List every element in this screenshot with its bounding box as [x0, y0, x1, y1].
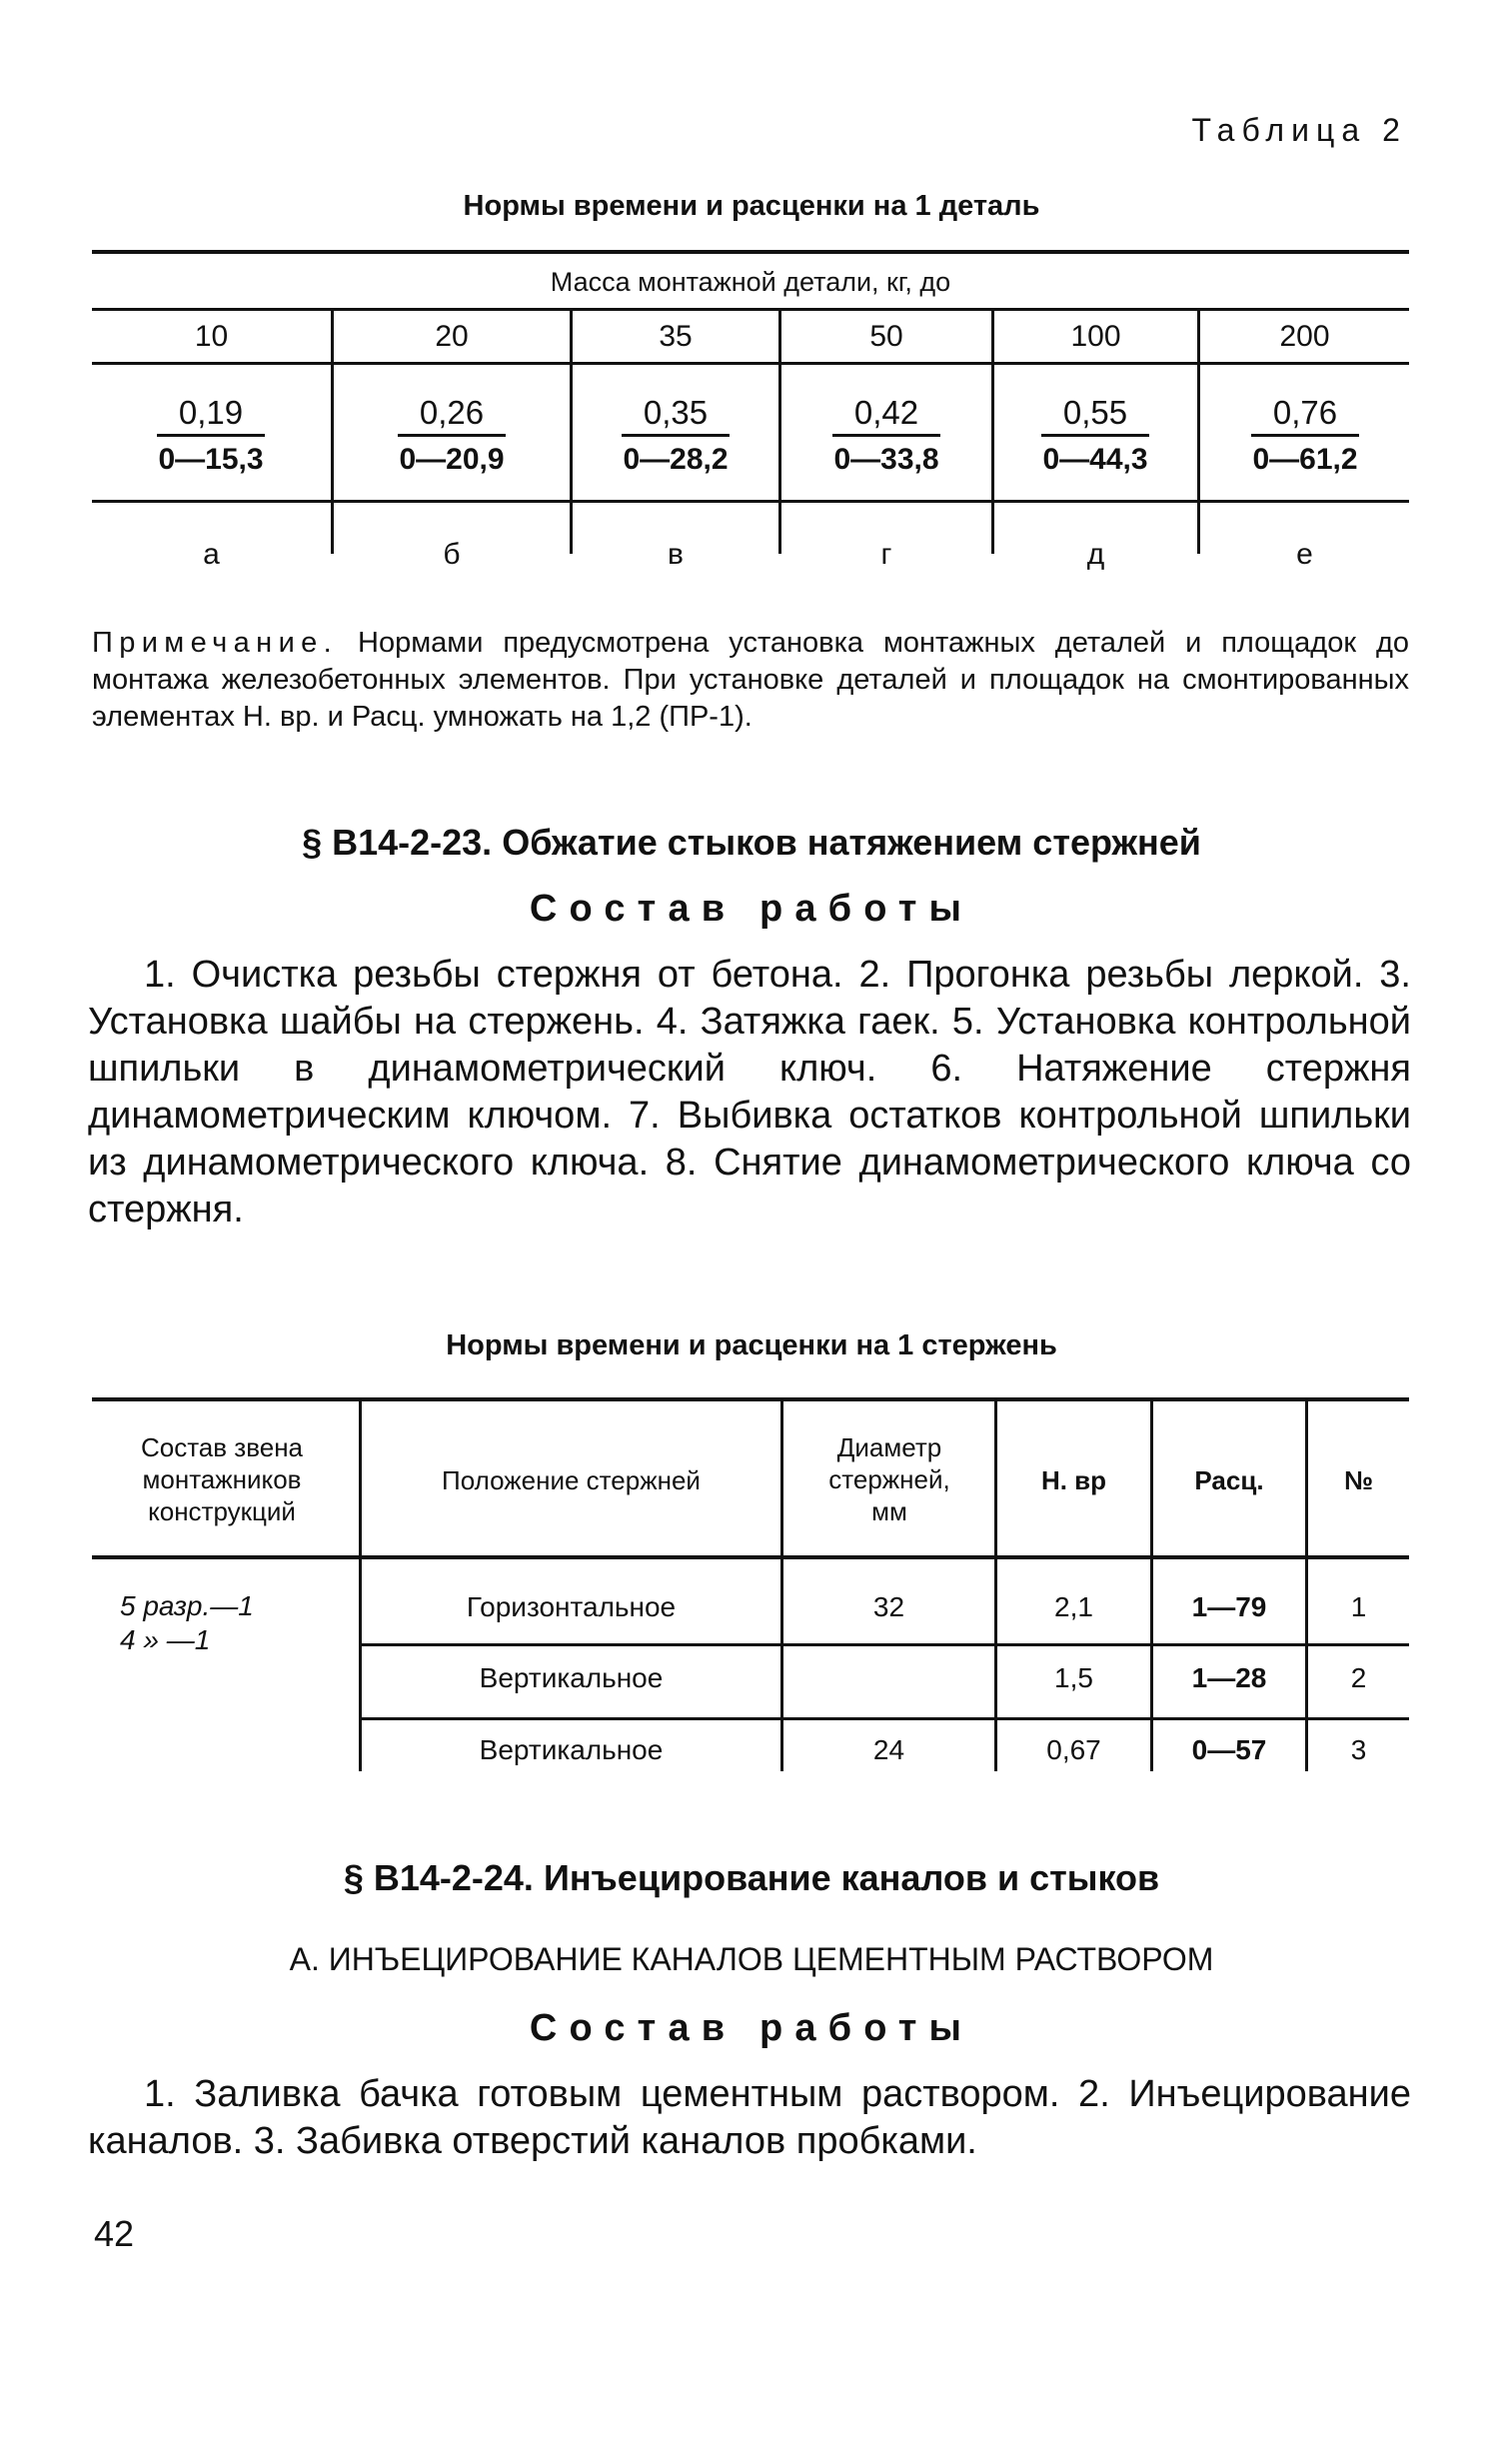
norm-rate-fraction: [780, 396, 992, 477]
norm-rate-fraction: [989, 396, 1201, 477]
rate-value: 0—61,2: [1252, 443, 1358, 476]
crew-line: 4 » —1: [120, 1624, 211, 1655]
column-letter: а: [203, 538, 220, 571]
table1-header: Масса монтажной детали, кг, до: [550, 267, 951, 297]
table2-title: Нормы времени и расценки на 1 стержень: [446, 1329, 1057, 1361]
mass-cell: 200: [1279, 320, 1330, 353]
column-letter: б: [443, 538, 461, 571]
table2-top-rule: [92, 1397, 1409, 1401]
norm-value: 0,42: [832, 396, 940, 437]
table2-divider: [994, 1401, 997, 1771]
mass-cell: 20: [435, 320, 469, 353]
rate-value: 0—33,8: [833, 443, 939, 476]
norm-value: 0,76: [1251, 396, 1359, 437]
table1-top-rule: [92, 250, 1409, 254]
header-position: Положение стержней: [442, 1465, 701, 1495]
norm-value: 0,55: [1041, 396, 1149, 437]
rate-cell: 0—57: [1191, 1734, 1267, 1765]
rate-value: 0—28,2: [623, 443, 729, 476]
table1-mass-rule: [92, 362, 1409, 365]
number-cell: 2: [1350, 1662, 1367, 1693]
rate-value: 0—20,9: [399, 443, 505, 476]
column-letter: г: [880, 538, 892, 571]
section2-title: § В14-2-24. Инъецирование каналов и стыков: [343, 1857, 1160, 1898]
norm-value: 0,26: [398, 396, 506, 437]
crew-line: 5 разр.—1: [120, 1590, 254, 1621]
norm-cell: 0,67: [1046, 1734, 1101, 1765]
table2-divider: [1150, 1401, 1153, 1771]
section2-subtitle: А. ИНЪЕЦИРОВАНИЕ КАНАЛОВ ЦЕМЕНТНЫМ РАСТВОРОМ: [289, 1941, 1214, 1977]
page-number: 42: [94, 2213, 135, 2254]
mass-cell: 100: [1070, 320, 1121, 353]
norm-cell: 1,5: [1054, 1662, 1093, 1693]
table2-row-rule: [362, 1643, 1409, 1646]
position-cell: Вертикальное: [479, 1734, 664, 1765]
column-letter: д: [1086, 538, 1105, 571]
crew-cell: [120, 1589, 340, 1657]
norm-value: 0,19: [157, 396, 265, 437]
table2-divider: [1305, 1401, 1308, 1771]
norm-rate-fraction: [105, 396, 317, 477]
section2-work-text: 1. Заливка бачка готовым цементным раствором. 2. Инъецирование каналов. 3. Забивка отверстий каналов пробками.: [88, 2073, 1411, 2162]
mass-cell: 35: [659, 320, 693, 353]
rate-cell: 1—28: [1191, 1662, 1267, 1693]
norm-cell: 2,1: [1054, 1591, 1093, 1622]
norm-value: 0,35: [622, 396, 730, 437]
number-cell: 3: [1350, 1734, 1367, 1765]
rate-cell: 1—79: [1191, 1591, 1267, 1622]
table2-header-rule: [92, 1555, 1409, 1559]
mass-cell: 50: [869, 320, 903, 353]
column-letter: в: [668, 538, 684, 571]
position-cell: Вертикальное: [479, 1662, 664, 1693]
table2-divider: [359, 1401, 362, 1771]
note-label: Примечание.: [92, 627, 339, 659]
header-diameter: Диаметр стержней, мм: [828, 1432, 950, 1526]
table1-header-rule: [92, 308, 1409, 311]
note-text: Нормами предусмотрена установка монтажных деталей и площадок до монтажа железобетонных элементов. При установке деталей и площадок на смонтированных элементах Н. вр. и Расц. умножать на 1,2 (ПР-1).: [92, 627, 1409, 733]
mass-cell: 10: [194, 320, 229, 353]
norm-rate-fraction: [1199, 396, 1411, 477]
section2-work-heading: Состав работы: [529, 2007, 974, 2049]
section1-work-text: 1. Очистка резьбы стержня от бетона. 2. Прогонка резьбы леркой. 3. Установка шайбы на стержень. 4. Затяжка гаек. 5. Установка контрольной шпильки в динамометрический ключ. 6. Натяжение стержня динамометрическим ключом. 7. Выбивка остатков контрольной шпильки из динамометрического ключа. 8. Снятие динамометрического ключа со стержня.: [88, 954, 1411, 1231]
table2-divider: [780, 1401, 783, 1771]
header-norm: Н. вр: [1040, 1465, 1107, 1495]
number-cell: 1: [1350, 1591, 1367, 1622]
header-rate: Расц.: [1194, 1465, 1264, 1495]
header-crew: Состав звена монтажников конструкций: [140, 1432, 304, 1526]
header-number: №: [1344, 1465, 1373, 1495]
table1-title: Нормы времени и расценки на 1 деталь: [463, 190, 1040, 222]
diameter-cell: 32: [872, 1591, 905, 1622]
position-cell: Горизонтальное: [466, 1591, 677, 1622]
rate-value: 0—44,3: [1042, 443, 1148, 476]
table-label: Таблица 2: [1191, 112, 1407, 148]
column-letter: е: [1296, 538, 1313, 571]
diameter-cell: 24: [872, 1734, 905, 1765]
table2-row-rule: [362, 1717, 1409, 1720]
norm-rate-fraction: [570, 396, 781, 477]
rate-value: 0—15,3: [158, 443, 264, 476]
table-note: [92, 625, 1409, 736]
section1-title: § В14-2-23. Обжатие стыков натяжением стержней: [302, 822, 1201, 863]
section1-work-heading: Состав работы: [529, 888, 974, 930]
table1-bottom-rule: [92, 500, 1409, 503]
norm-rate-fraction: [346, 396, 558, 477]
